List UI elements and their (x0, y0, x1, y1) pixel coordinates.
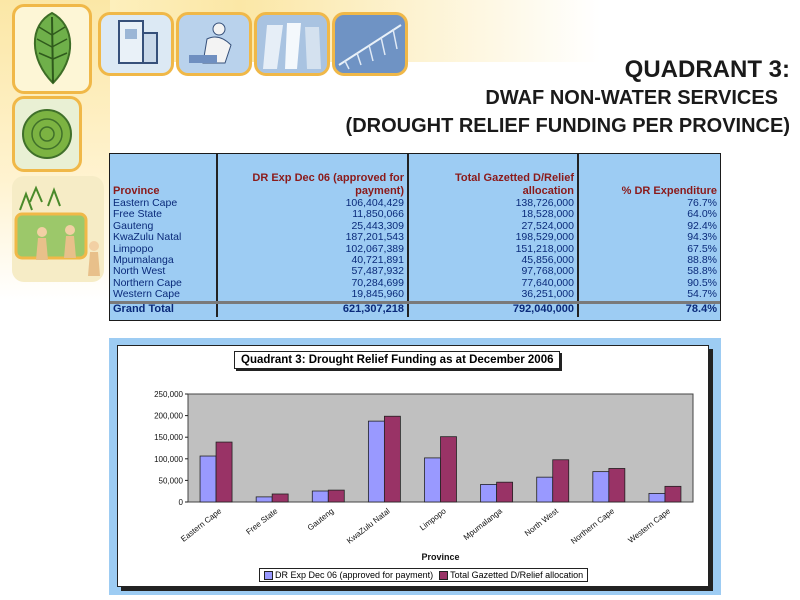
header-gazetted-line1: Total Gazetted D/Relief (455, 172, 574, 184)
x-tick-label: Free State (244, 506, 280, 537)
table-row (110, 198, 720, 209)
slide-subtitle-1: DWAF NON-WATER SERVICES (485, 87, 778, 109)
funding-table (109, 153, 721, 321)
building-icon (98, 12, 174, 76)
cell-gazetted: 45,856,000 (408, 255, 578, 266)
slide-title: QUADRANT 3: (624, 56, 790, 83)
cell-gazetted: 36,251,000 (408, 289, 578, 302)
legend-item-gazetted (439, 570, 583, 580)
total-pct: 78.4% (578, 302, 720, 317)
legend-label-gazetted: Total Gazetted D/Relief allocation (450, 570, 584, 580)
total-dr-exp: 621,307,218 (217, 302, 408, 317)
cell-province: Northern Cape (113, 276, 182, 289)
x-tick-label: Northern Cape (569, 506, 617, 546)
cell-dr-exp: 187,201,543 (217, 232, 408, 243)
bar-dr-exp (537, 477, 553, 502)
bar-gazetted (441, 437, 457, 502)
x-tick-label: Western Cape (626, 506, 673, 545)
legend-label-dr-exp: DR Exp Dec 06 (approved for payment) (275, 570, 434, 580)
cell-pct: 67.5% (578, 244, 720, 255)
total-gazetted: 792,040,000 (408, 302, 578, 317)
bar-dr-exp (200, 456, 216, 502)
cell-dr-exp: 70,284,699 (217, 278, 408, 289)
y-tick-label: 150,000 (154, 433, 183, 443)
waterfall-icon (254, 12, 330, 76)
chart-legend (259, 568, 588, 582)
header-gazetted-line2: allocation (522, 185, 574, 197)
cell-pct: 54.7% (578, 289, 720, 302)
y-tick-label: 100,000 (154, 454, 183, 464)
bar-gazetted (609, 468, 625, 502)
table-row (110, 221, 720, 232)
cell-gazetted: 138,726,000 (408, 198, 578, 209)
x-tick-label: Limpopo (418, 506, 448, 533)
cell-province: Western Cape (113, 288, 180, 301)
bar-dr-exp (368, 421, 384, 502)
cell-gazetted: 27,524,000 (408, 221, 578, 232)
slide-subtitle-2: (DROUGHT RELIEF FUNDING PER PROVINCE) (345, 115, 790, 137)
cell-province: Eastern Cape (113, 197, 178, 209)
bar-gazetted (216, 442, 232, 502)
legend-swatch-dr-exp (264, 571, 273, 580)
table-row (110, 278, 720, 289)
table-row (110, 209, 720, 220)
header-dr-exp (217, 154, 408, 198)
legend-swatch-gazetted (439, 571, 448, 580)
x-tick-label: North West (522, 506, 560, 539)
forest-people-icon (12, 176, 104, 282)
tree-stump-icon (12, 96, 82, 172)
cell-gazetted: 198,529,000 (408, 232, 578, 243)
cell-province: Gauteng (113, 219, 154, 232)
cell-pct: 94.3% (578, 232, 720, 243)
bar-gazetted (497, 482, 513, 502)
x-tick-label: KwaZulu Natal (345, 506, 392, 546)
cell-dr-exp: 19,845,960 (217, 289, 408, 302)
cell-gazetted: 151,218,000 (408, 244, 578, 255)
table-header-row (110, 154, 720, 198)
x-tick-label: Mpumalanga (461, 506, 504, 543)
grand-total-row (110, 302, 720, 317)
y-tick-label: 250,000 (154, 390, 183, 399)
table-row (110, 232, 720, 243)
y-tick-label: 0 (178, 498, 183, 507)
cell-dr-exp: 25,443,309 (217, 221, 408, 232)
bar-dr-exp (312, 491, 328, 502)
cell-gazetted: 18,528,000 (408, 209, 578, 220)
y-tick-label: 200,000 (154, 411, 183, 421)
cell-dr-exp: 106,404,429 (217, 198, 408, 209)
header-province: Province (113, 185, 160, 197)
cell-dr-exp: 40,721,891 (217, 255, 408, 266)
bar-gazetted (665, 486, 681, 502)
legend-item-dr-exp (264, 570, 433, 580)
cell-pct: 76.7% (578, 198, 720, 209)
cell-pct: 92.4% (578, 221, 720, 232)
cell-pct: 64.0% (578, 209, 720, 220)
cell-province: Mpumalanga (113, 254, 174, 267)
cell-province: KwaZulu Natal (113, 231, 182, 244)
bar-dr-exp (256, 497, 272, 502)
bar-dr-exp (649, 493, 665, 502)
bar-gazetted (328, 490, 344, 502)
x-axis-title: Province (421, 552, 460, 562)
cell-gazetted: 77,640,000 (408, 278, 578, 289)
cell-dr-exp: 11,850,066 (217, 209, 408, 220)
total-label: Grand Total (110, 302, 217, 317)
header-dr-exp-line1: DR Exp Dec 06 (approved for (252, 172, 404, 184)
chart-title: Quadrant 3: Drought Relief Funding as at December 2006 (234, 351, 560, 369)
y-tick-label: 50,000 (158, 476, 183, 486)
bar-dr-exp (593, 472, 609, 502)
cell-gazetted: 97,768,000 (408, 266, 578, 277)
cell-dr-exp: 102,067,389 (217, 244, 408, 255)
table-row (110, 244, 720, 255)
header-dr-exp-line2: payment) (355, 185, 404, 197)
worker-icon (176, 12, 252, 76)
bar-gazetted (272, 494, 288, 502)
cell-pct: 90.5% (578, 278, 720, 289)
table-row (110, 289, 720, 302)
slide-title-block (346, 56, 790, 140)
cell-province: Limpopo (113, 242, 154, 255)
cell-pct: 88.8% (578, 255, 720, 266)
cell-dr-exp: 57,487,932 (217, 266, 408, 277)
x-tick-label: Gauteng (305, 506, 336, 533)
cell-pct: 58.8% (578, 266, 720, 277)
table-row (110, 266, 720, 277)
bar-dr-exp (481, 484, 497, 502)
header-pct: % DR Expenditure (578, 154, 720, 198)
leaf-icon (12, 4, 92, 94)
chart-card (117, 345, 709, 587)
bar-dr-exp (425, 458, 441, 502)
bar-gazetted (553, 460, 569, 502)
bar-chart (118, 346, 708, 566)
x-tick-label: Eastern Cape (179, 506, 224, 544)
chart-panel (109, 338, 721, 595)
cell-province: Free State (113, 208, 163, 221)
table-row (110, 255, 720, 266)
cell-province: North West (113, 265, 166, 278)
header-gazetted (408, 154, 578, 198)
bar-gazetted (384, 416, 400, 502)
